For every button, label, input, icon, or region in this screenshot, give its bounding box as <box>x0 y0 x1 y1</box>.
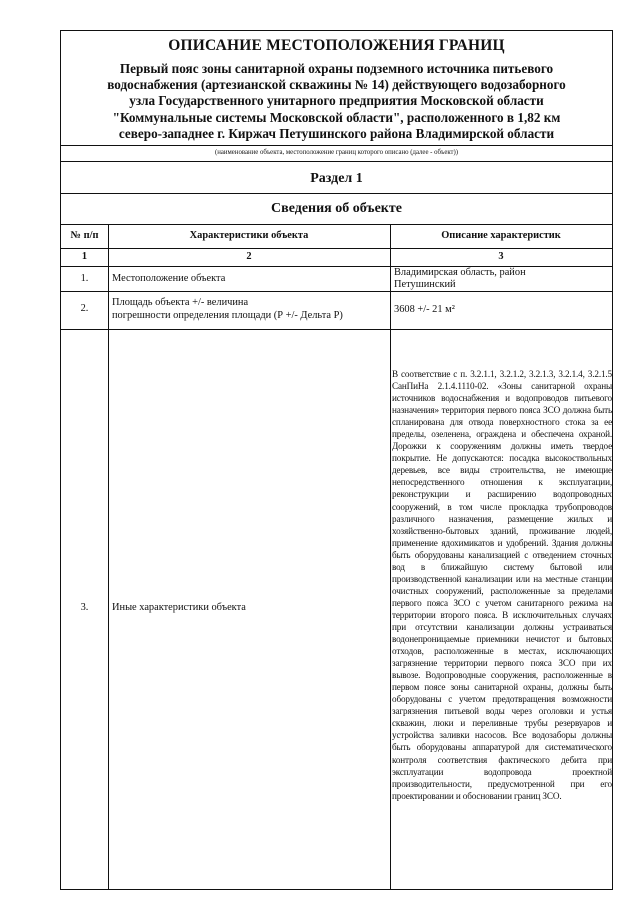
row-divider <box>61 248 612 249</box>
column-number: 2 <box>246 251 252 262</box>
row-description: Владимирская область, район Петушинский <box>394 267 526 290</box>
row-characteristic-line: Площадь объекта +/- величина <box>112 297 249 308</box>
table-top-border <box>61 224 612 225</box>
header-characteristic: Характеристики объекта <box>189 230 309 241</box>
column-number: 1 <box>81 251 88 262</box>
header-description: Описание характеристик <box>441 230 561 241</box>
object-name-line: "Коммунальные системы Московской области", расположенного в 1,82 км <box>112 109 561 125</box>
divider <box>61 161 612 162</box>
section-subtitle: Сведения об объекте <box>271 201 402 216</box>
document-title: ОПИСАНИЕ МЕСТОПОЛОЖЕНИЯ ГРАНИЦ <box>168 37 505 54</box>
document-frame <box>60 30 613 890</box>
object-name-line: водоснабжения (артезианской скважины № 14) действующего водозаборного <box>107 77 566 93</box>
column-divider <box>390 224 391 889</box>
row-characteristic: Иные характеристики объекта <box>112 602 246 613</box>
object-name-line: северо-западнее г. Киржач Петушинского района Владимирской области <box>118 125 555 141</box>
row-number: 3. <box>80 602 89 613</box>
row-divider <box>61 291 612 292</box>
header-num: № п/п <box>70 230 99 241</box>
row-characteristic: Местоположение объекта <box>112 273 226 284</box>
row-characteristic <box>112 296 387 322</box>
object-name-line: узла Государственного унитарного предприятия Московской области <box>129 93 544 109</box>
row-description: 3608 +/- 21 м² <box>394 304 455 315</box>
divider <box>61 145 612 146</box>
divider <box>61 193 612 194</box>
row-description-long: В соответствие с п. 3.2.1.1, 3.2.1.2, 3.2.1.3, 3.2.1.4, 3.2.1.5 СанПиНа 2.1.4.1110-02. «Зоны санитарной охраны источников водоснабжения и водопроводов питьевого назначения» территория первого пояса ЗСО должна быть спланирована для отвода поверхностного стока за ее пределы, озеленена, ограждена и обеспечена охраной. Дорожки к сооружениям должны иметь твердое покрытие. Не допускаются: посадка высокоствольных деревьев, все виды строительства, не имеющие непосредственного отношения к эксплуатации, реконструкции и расширению водопроводных сооружений, в том числе прокладка трубопроводов различного назначения, размещение жилых и хозяйственно-бытовых зданий, проживание людей, применение ядохимикатов и удобрений. Здания должны быть оборудованы канализацией с отведением сточных вод в ближайшую систему бытовой или производственной канализации или на местные станции очистных сооружений, расположенные за пределами первого пояса ЗСО с учетом санитарного режима на территории второго пояса. В исключительных случаях при отсутствии канализации должны устраиваться водонепроницаемые приемники нечистот и бытовых отходов, расположенные в местах, исключающих загрязнение территории первого пояса ЗСО при их вывозе. Водопроводные сооружения, расположенные в первом поясе зоны санитарной охраны, должны быть оборудованы с учетом предотвращения возможности загрязнения питьевой воды через оголовки и устья скважин, люки и переливные трубы резервуаров и устройства заливки насосов. Все водозаборы должны быть оборудованы аппаратурой для систематического контроля соответствия фактического дебита при эксплуатации водопровода проектной производительности, предусмотренной при его проектировании и обосновании границ ЗСО. <box>392 369 612 801</box>
column-divider <box>108 224 109 889</box>
object-caption: (наименование объекта, местоположение границ которого описано (далее - объект)) <box>214 149 459 156</box>
object-name-line: Первый пояс зоны санитарной охраны подземного источника питьевого <box>119 61 554 76</box>
row-divider <box>61 329 612 330</box>
section-title: Раздел 1 <box>310 171 363 186</box>
row-number: 1. <box>80 273 89 284</box>
row-number: 2. <box>80 303 89 314</box>
column-number: 3 <box>498 251 504 262</box>
object-name <box>67 61 606 142</box>
row-characteristic-line: погрешности определения площади (Р +/- Дельта Р) <box>112 310 343 321</box>
